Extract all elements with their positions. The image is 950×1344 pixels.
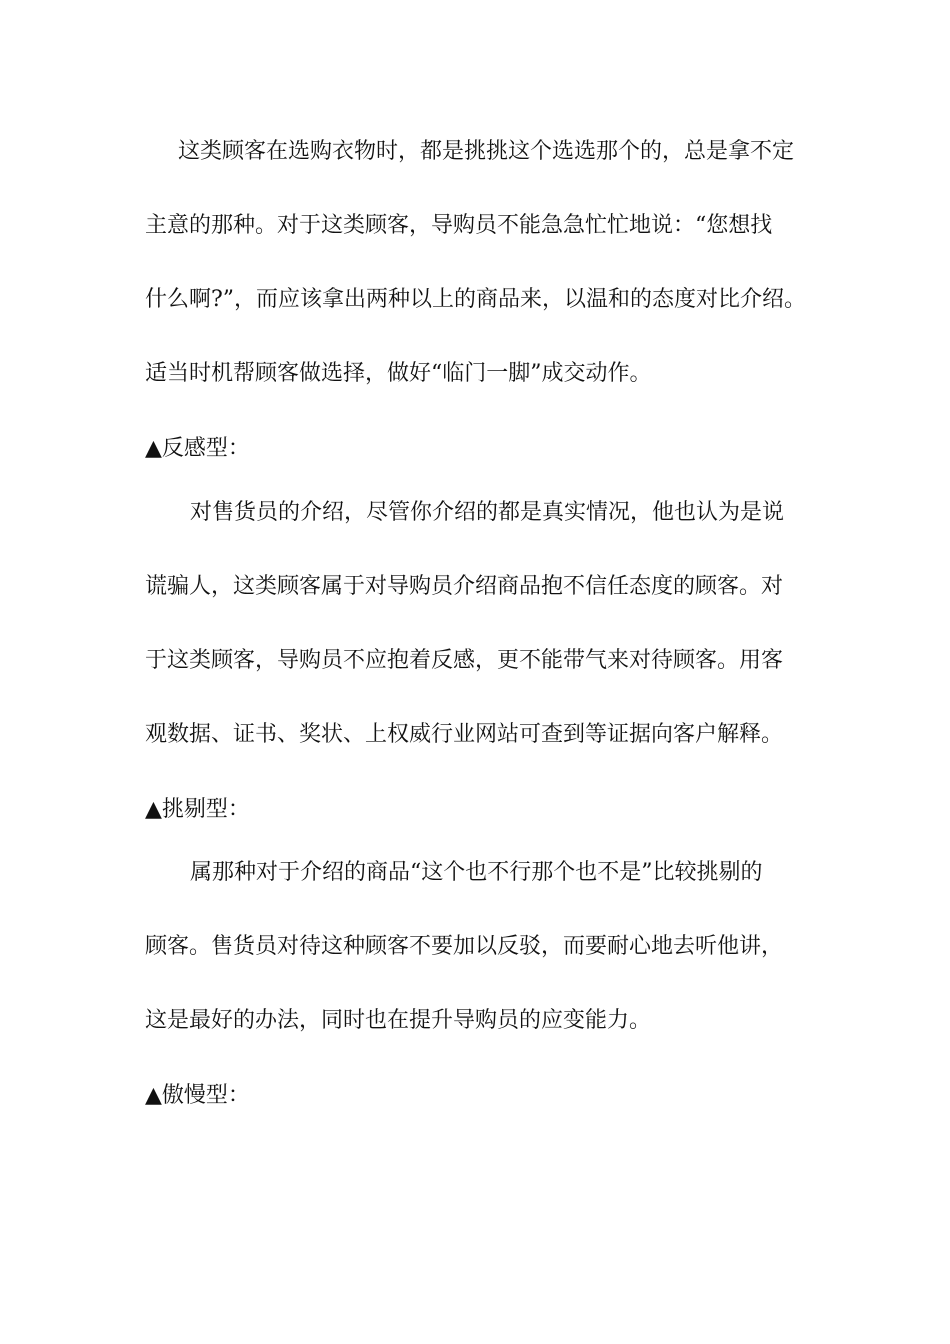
paragraph-2-line-2: 谎骗人，这类顾客属于对导购员介绍商品抱不信任态度的顾客。对	[145, 574, 784, 599]
paragraph-1-line-2: 主意的那种。对于这类顾客，导购员不能急急忙忙地说：“您想找	[145, 213, 773, 238]
section-heading-aoman: ▲傲慢型：	[145, 1083, 250, 1108]
section-heading-fangan: ▲反感型：	[145, 436, 250, 461]
paragraph-3-line-1: 属那种对于介绍的商品“这个也不行那个也不是”比较挑剔的	[190, 860, 763, 885]
paragraph-1-line-4: 适当时机帮顾客做选择，做好“临门一脚”成交动作。	[145, 361, 652, 386]
paragraph-3-line-3: 这是最好的办法，同时也在提升导购员的应变能力。	[145, 1008, 652, 1033]
paragraph-2-line-4: 观数据、证书、奖状、上权威行业网站可查到等证据向客户解释。	[145, 722, 784, 747]
section-heading-tiaoti: ▲挑剔型：	[145, 797, 250, 822]
paragraph-1-line-3: 什么啊?”，而应该拿出两种以上的商品来，以温和的态度对比介绍。	[145, 287, 807, 312]
paragraph-2-line-1: 对售货员的介绍，尽管你介绍的都是真实情况，他也认为是说	[190, 500, 785, 525]
paragraph-2-line-3: 于这类顾客，导购员不应抱着反感，更不能带气来对待顾客。用客	[145, 648, 784, 673]
paragraph-1-line-1: 这类顾客在选购衣物时，都是挑挑这个选选那个的，总是拿不定	[178, 139, 795, 164]
paragraph-3-line-2: 顾客。售货员对待这种顾客不要加以反驳，而要耐心地去听他讲，	[145, 934, 784, 959]
